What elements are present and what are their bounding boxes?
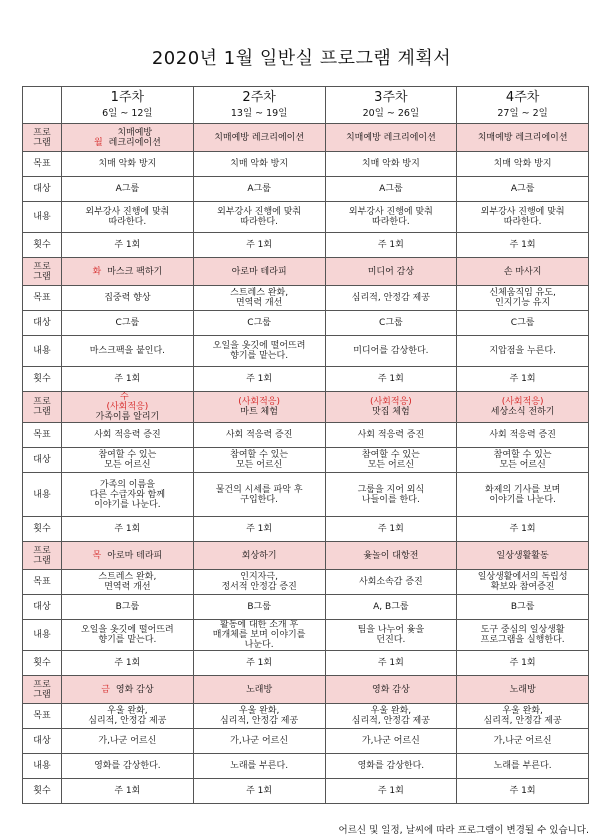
target-row	[23, 311, 589, 336]
program-cell	[457, 392, 589, 423]
content-text: 물건의 시세를 파악 후 구입한다.	[215, 484, 303, 505]
week-header: 1주차 6일 ~ 12일	[62, 87, 194, 124]
count-cell	[62, 367, 194, 392]
count-text: 주 1회	[509, 658, 536, 668]
content-text: 도구 중심의 일상생활 프로그램을 실행한다.	[480, 625, 565, 645]
count-cell	[193, 367, 325, 392]
program-name: 마스크 팩하기	[107, 266, 163, 277]
count-cell	[325, 517, 457, 542]
weekday-label: 목	[92, 550, 102, 561]
row-label: 목표	[23, 286, 62, 311]
content-text: 노래를 부른다.	[493, 761, 552, 771]
week-header: 4주차 27일 ~ 2일	[457, 87, 589, 124]
row-label: 횟수	[23, 779, 62, 804]
count-cell	[62, 651, 194, 676]
row-label: 프로 그램	[23, 676, 62, 704]
count-cell	[62, 517, 194, 542]
row-label: 횟수	[23, 367, 62, 392]
row-label: 대상	[23, 595, 62, 620]
program-cell	[62, 542, 194, 570]
target-text: 가,나군 어르신	[361, 736, 420, 746]
target-cell	[457, 448, 589, 473]
content-text: 영화를 감상한다.	[94, 761, 161, 771]
target-text: C그룹	[115, 318, 140, 328]
goal-text: 우울 완화, 심리적, 안정감 제공	[88, 706, 167, 726]
target-text: A그룹	[379, 184, 403, 194]
target-cell	[62, 595, 194, 620]
program-cell	[457, 542, 589, 570]
count-row	[23, 367, 589, 392]
row-label: 목표	[23, 423, 62, 448]
goal-text: 신체움직임 유도, 인지기능 유지	[489, 288, 556, 308]
target-row	[23, 177, 589, 202]
program-cell	[325, 676, 457, 704]
content-cell	[325, 336, 457, 367]
row-label: 대상	[23, 177, 62, 202]
count-cell	[193, 651, 325, 676]
row-label: 내용	[23, 202, 62, 233]
social-tag: (사회적응)	[238, 397, 281, 407]
row-label: 횟수	[23, 233, 62, 258]
target-text: A, B그룹	[373, 602, 409, 612]
content-cell	[62, 202, 194, 233]
target-cell	[193, 448, 325, 473]
target-text: B그룹	[247, 602, 271, 612]
content-cell	[457, 336, 589, 367]
count-row	[23, 779, 589, 804]
content-cell	[325, 754, 457, 779]
corner-cell	[23, 87, 62, 124]
goal-text: 집중력 향상	[104, 293, 151, 303]
program-name: 윷놀이 대항전	[363, 550, 419, 561]
target-text: C그룹	[510, 318, 535, 328]
content-cell	[62, 754, 194, 779]
target-text: 참여할 수 있는 모든 어르신	[98, 450, 157, 470]
program-name: 가족이름 알리기	[95, 412, 160, 422]
row-label: 목표	[23, 704, 62, 729]
content-cell	[193, 336, 325, 367]
content-text: 오일을 옷깃에 떨어뜨려 향기를 맡는다.	[212, 341, 306, 361]
target-cell	[325, 448, 457, 473]
content-cell	[193, 473, 325, 517]
program-cell	[325, 258, 457, 286]
week-header: 3주차 20일 ~ 26일	[325, 87, 457, 124]
target-cell	[62, 177, 194, 202]
goal-cell	[193, 423, 325, 448]
target-row	[23, 729, 589, 754]
row-label: 횟수	[23, 651, 62, 676]
goal-text: 사회 적응력 증진	[489, 430, 556, 440]
count-cell	[193, 779, 325, 804]
content-text: 마스크팩을 붙인다.	[89, 346, 166, 356]
program-name: 손 마사지	[503, 266, 542, 277]
content-cell	[325, 202, 457, 233]
row-label: 내용	[23, 473, 62, 517]
count-text: 주 1회	[377, 374, 404, 384]
week-header-row	[23, 87, 589, 124]
program-cell	[457, 258, 589, 286]
count-text: 주 1회	[509, 240, 536, 250]
target-text: B그룹	[115, 602, 140, 612]
count-cell	[325, 779, 457, 804]
row-label: 프로 그램	[23, 542, 62, 570]
program-row	[23, 124, 589, 152]
goal-cell	[193, 570, 325, 595]
target-cell	[325, 311, 457, 336]
goal-text: 우울 완화, 심리적, 안정감 제공	[220, 706, 299, 726]
target-cell	[325, 729, 457, 754]
target-cell	[457, 177, 589, 202]
count-cell	[457, 779, 589, 804]
program-row	[23, 542, 589, 570]
goal-cell	[457, 704, 589, 729]
count-cell	[62, 779, 194, 804]
row-label: 프로 그램	[23, 124, 62, 152]
content-text: 외부강사 진행에 맞춰 따라한다.	[217, 207, 302, 227]
target-cell	[193, 729, 325, 754]
count-text: 주 1회	[377, 658, 404, 668]
count-text: 주 1회	[114, 786, 141, 796]
program-name: 일상생활활동	[496, 550, 549, 561]
target-row	[23, 448, 589, 473]
social-tag: (사회적응)	[501, 397, 544, 407]
program-cell	[457, 676, 589, 704]
goal-text: 치매 악화 방지	[493, 159, 552, 169]
content-text: 화제의 기사를 보며 이야기를 나눈다.	[484, 484, 561, 505]
count-text: 주 1회	[377, 786, 404, 796]
program-cell	[62, 676, 194, 704]
goal-cell	[457, 570, 589, 595]
content-cell	[457, 473, 589, 517]
count-cell	[457, 517, 589, 542]
target-text: 가,나군 어르신	[493, 736, 552, 746]
target-text: A그룹	[247, 184, 271, 194]
target-row	[23, 595, 589, 620]
count-text: 주 1회	[114, 374, 141, 384]
program-cell	[325, 542, 457, 570]
content-text: 외부강사 진행에 맞춰 따라한다.	[480, 207, 565, 227]
target-cell	[193, 595, 325, 620]
target-cell	[62, 311, 194, 336]
content-text: 오일을 옷깃에 떨어뜨려 향기를 맡는다.	[81, 625, 174, 645]
row-label: 내용	[23, 620, 62, 651]
target-text: 참여할 수 있는 모든 어르신	[361, 450, 420, 470]
content-text: 팀을 나누어 윷을 던진다.	[357, 625, 425, 645]
schedule-table	[22, 86, 589, 804]
count-cell	[457, 651, 589, 676]
count-text: 주 1회	[509, 786, 536, 796]
target-cell	[62, 448, 194, 473]
weekday-label: 수	[120, 392, 129, 402]
target-text: C그룹	[379, 318, 403, 328]
target-text: 가,나군 어르신	[230, 736, 289, 746]
target-text: A그룹	[510, 184, 535, 194]
program-name: 아로마 테라피	[107, 550, 163, 561]
target-text: 가,나군 어르신	[98, 736, 157, 746]
goal-cell	[62, 152, 194, 177]
count-text: 주 1회	[509, 374, 536, 384]
goal-text: 사회 적응력 증진	[94, 430, 161, 440]
target-cell	[62, 729, 194, 754]
program-cell	[193, 124, 325, 152]
program-cell	[62, 392, 194, 423]
goal-cell	[457, 286, 589, 311]
goal-text: 우울 완화, 심리적, 안정감 제공	[351, 706, 430, 726]
row-label: 내용	[23, 336, 62, 367]
goal-text: 스트레스 완화, 면역력 개선	[98, 572, 157, 592]
count-cell	[457, 367, 589, 392]
target-cell	[193, 311, 325, 336]
count-row	[23, 517, 589, 542]
goal-row	[23, 570, 589, 595]
goal-cell	[62, 423, 194, 448]
count-cell	[325, 367, 457, 392]
program-name: 치매예방 레크리에이션	[214, 132, 305, 143]
count-text: 주 1회	[246, 786, 273, 796]
content-cell	[457, 620, 589, 651]
content-cell	[457, 754, 589, 779]
weekday-label: 월	[93, 137, 103, 148]
row-label: 프로 그램	[23, 258, 62, 286]
content-cell	[62, 620, 194, 651]
count-cell	[193, 517, 325, 542]
content-cell	[193, 754, 325, 779]
program-cell	[193, 676, 325, 704]
program-cell	[193, 392, 325, 423]
count-text: 주 1회	[114, 240, 141, 250]
content-row	[23, 473, 589, 517]
goal-text: 우울 완화, 심리적, 안정감 제공	[483, 706, 562, 726]
row-label: 목표	[23, 570, 62, 595]
goal-cell	[325, 286, 457, 311]
goal-text: 사회 적응력 증진	[357, 430, 425, 440]
goal-cell	[62, 570, 194, 595]
target-text: 참여할 수 있는 모든 어르신	[230, 450, 289, 470]
goal-row	[23, 704, 589, 729]
goal-cell	[457, 423, 589, 448]
program-name: 치매예방 레크리에이션	[345, 132, 436, 143]
row-label: 대상	[23, 448, 62, 473]
program-name: 노래방	[509, 684, 536, 695]
program-name: 세상소식 전하기	[490, 407, 555, 417]
content-cell	[325, 473, 457, 517]
goal-text: 치매 악화 방지	[361, 159, 420, 169]
content-text: 미디어를 감상한다.	[353, 346, 429, 356]
program-name: 노래방	[246, 684, 273, 695]
count-cell	[193, 233, 325, 258]
count-row	[23, 233, 589, 258]
program-cell	[62, 124, 194, 152]
count-cell	[62, 233, 194, 258]
program-name: 맛집 체험	[372, 407, 410, 417]
count-text: 주 1회	[377, 240, 404, 250]
program-row	[23, 392, 589, 423]
goal-text: 사회 적응력 증진	[225, 430, 293, 440]
content-row	[23, 336, 589, 367]
program-name: 영화 감상	[115, 684, 154, 695]
goal-cell	[325, 704, 457, 729]
target-cell	[325, 177, 457, 202]
count-text: 주 1회	[246, 374, 273, 384]
content-cell	[62, 473, 194, 517]
content-row	[23, 754, 589, 779]
content-cell	[325, 620, 457, 651]
target-text: 참여할 수 있는 모든 어르신	[493, 450, 552, 470]
content-cell	[193, 620, 325, 651]
count-text: 주 1회	[509, 524, 536, 534]
program-row	[23, 676, 589, 704]
program-cell	[325, 392, 457, 423]
count-cell	[325, 651, 457, 676]
row-label: 프로 그램	[23, 392, 62, 423]
target-text: A그룹	[115, 184, 140, 194]
count-text: 주 1회	[114, 658, 141, 668]
content-text: 그룹을 지어 외식 나들이를 한다.	[357, 484, 425, 505]
row-label: 횟수	[23, 517, 62, 542]
program-name: 회상하기	[241, 550, 277, 561]
target-cell	[457, 595, 589, 620]
target-text: C그룹	[247, 318, 271, 328]
weekday-label: 화	[92, 266, 102, 277]
target-cell	[193, 177, 325, 202]
program-name: 치매예방 레크리에이션	[477, 132, 568, 143]
target-cell	[325, 595, 457, 620]
program-name: 마트 체험	[240, 407, 278, 417]
weekday-label: 금	[101, 684, 110, 695]
goal-row	[23, 152, 589, 177]
target-cell	[457, 729, 589, 754]
program-cell	[325, 124, 457, 152]
goal-cell	[193, 152, 325, 177]
program-name: 치매예방 레크리에이션	[108, 127, 161, 148]
program-cell	[193, 542, 325, 570]
count-text: 주 1회	[377, 524, 404, 534]
row-label: 내용	[23, 754, 62, 779]
goal-cell	[325, 570, 457, 595]
goal-text: 일상생활에서의 독립성 확보와 참여증진	[477, 572, 568, 592]
target-cell	[457, 311, 589, 336]
content-row	[23, 620, 589, 651]
goal-cell	[325, 152, 457, 177]
content-text: 가족의 이름을 다른 수급자와 함께 이야기를 나눈다.	[89, 479, 166, 510]
count-row	[23, 651, 589, 676]
count-cell	[325, 233, 457, 258]
week-header: 2주차 13일 ~ 19일	[193, 87, 325, 124]
goal-row	[23, 286, 589, 311]
goal-text: 사회소속감 증진	[359, 577, 423, 587]
count-text: 주 1회	[246, 524, 273, 534]
content-text: 노래를 부른다.	[230, 761, 289, 771]
content-text: 외부강사 진행에 맞춰 따라한다.	[348, 207, 433, 227]
content-text: 영화를 감상한다.	[357, 761, 425, 771]
goal-text: 치매 악화 방지	[230, 159, 289, 169]
count-cell	[457, 233, 589, 258]
goal-row	[23, 423, 589, 448]
social-tag: (사회적응)	[106, 402, 149, 412]
goal-text: 인지자극, 정서적 안정감 증진	[221, 572, 297, 592]
count-text: 주 1회	[114, 524, 141, 534]
row-label: 대상	[23, 311, 62, 336]
count-text: 주 1회	[246, 240, 273, 250]
count-text: 주 1회	[246, 658, 273, 668]
goal-cell	[457, 152, 589, 177]
content-row	[23, 202, 589, 233]
program-name: 미디어 감상	[367, 266, 415, 277]
row-label: 대상	[23, 729, 62, 754]
content-cell	[457, 202, 589, 233]
goal-cell	[325, 423, 457, 448]
goal-text: 치매 악화 방지	[98, 159, 157, 169]
goal-cell	[62, 286, 194, 311]
program-name: 영화 감상	[372, 684, 410, 695]
goal-text: 심리적, 안정감 제공	[351, 293, 430, 303]
social-tag: (사회적응)	[369, 397, 412, 407]
program-row	[23, 258, 589, 286]
content-text: 지압점을 누른다.	[489, 346, 556, 356]
content-cell	[193, 202, 325, 233]
goal-cell	[193, 704, 325, 729]
goal-text: 스트레스 완화, 면역력 개선	[230, 288, 289, 308]
program-cell	[457, 124, 589, 152]
content-cell	[62, 336, 194, 367]
program-cell	[62, 258, 194, 286]
page-title: 2020년 1월 일반실 프로그램 계획서	[151, 48, 452, 69]
content-text: 활동에 대한 소개 후 매개체를 보며 이야기를 나눈다.	[212, 620, 306, 650]
goal-cell	[193, 286, 325, 311]
footer-note: 어르신 및 일정, 날씨에 따라 프로그램이 변경될 수 있습니다.	[338, 825, 589, 836]
target-text: B그룹	[510, 602, 535, 612]
program-name: 아로마 테라피	[231, 266, 287, 277]
program-cell	[193, 258, 325, 286]
row-label: 목표	[23, 152, 62, 177]
goal-cell	[62, 704, 194, 729]
content-text: 외부강사 진행에 맞춰 따라한다.	[85, 207, 170, 227]
